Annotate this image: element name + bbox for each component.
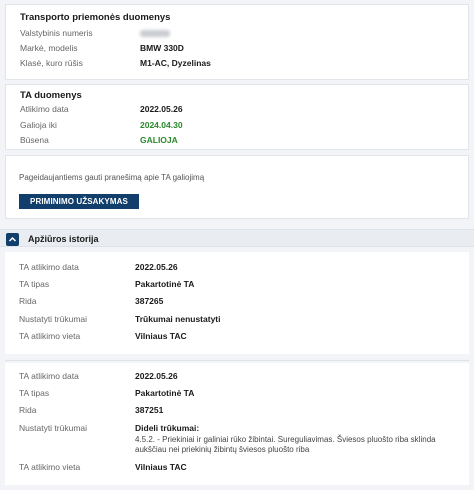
history-value: Vilniaus TAC [135, 462, 187, 472]
history-value: 387265 [135, 296, 164, 306]
divider [5, 360, 469, 361]
ta-panel-title: TA duomenys [20, 90, 82, 101]
ta-status-badge: GALIOJA [140, 135, 178, 145]
ta-valid-until-label: Galioja iki [20, 120, 57, 130]
ta-valid-until-row [20, 120, 458, 134]
history-row [19, 388, 459, 402]
chevron-up-icon [8, 235, 17, 244]
defect-description: 4.5.2. - Priekiniai ir galiniai rūko žibintai. Sureguliavimas. Šviesos pluošto riba sklinda aukščiau nei priekinių žibintų šviesos pluošto riba [135, 435, 436, 454]
history-label: TA atlikimo vieta [19, 462, 81, 472]
history-value: Pakartotinė TA [135, 388, 195, 398]
ta-date-label: Atlikimo data [20, 104, 69, 114]
reminder-text: Pageidaujantiems gauti pranešimą apie TA galiojimą [19, 173, 205, 182]
history-row [19, 331, 459, 345]
reminder-order-button[interactable]: PRIMINIMO UŽSAKYMAS [19, 194, 139, 209]
history-value: 2022.05.26 [135, 262, 178, 272]
ta-data-panel [5, 84, 469, 150]
history-row [19, 405, 459, 419]
history-entry [5, 363, 469, 485]
history-value: Trūkumai nenustatyti [135, 314, 221, 324]
history-value: 2022.05.26 [135, 371, 178, 381]
history-label: TA tipas [19, 388, 50, 398]
history-label: Rida [19, 405, 37, 415]
history-label: Nustatyti trūkumai [19, 423, 88, 433]
history-value: Dideli trūkumai: [135, 423, 200, 433]
ta-date-value: 2022.05.26 [140, 104, 183, 114]
vehicle-panel-title: Transporto priemonės duomenys [20, 12, 171, 23]
make-model-row [20, 43, 458, 57]
class-fuel-label: Klasė, kuro rūšis [20, 58, 83, 68]
make-model-value: BMW 330D [140, 43, 184, 53]
history-entry [5, 252, 469, 354]
history-label: TA atlikimo vieta [19, 331, 81, 341]
history-value: Pakartotinė TA [135, 279, 195, 289]
history-row [19, 262, 459, 276]
plate-row [20, 28, 458, 42]
class-fuel-value: M1-AC, Dyzelinas [140, 58, 211, 68]
reminder-panel [5, 155, 469, 219]
ta-status-label: Būsena [20, 135, 49, 145]
plate-redacted [140, 30, 170, 37]
history-row [19, 296, 459, 310]
plate-value [140, 28, 170, 39]
history-label: Nustatyti trūkumai [19, 314, 88, 324]
history-value: 387251 [135, 405, 164, 415]
ta-status-row [20, 135, 458, 149]
collapse-toggle[interactable] [6, 233, 19, 246]
vehicle-data-panel [5, 4, 469, 80]
history-row [19, 462, 459, 476]
history-row [19, 371, 459, 385]
history-label: TA atlikimo data [19, 371, 79, 381]
history-section-header[interactable] [0, 229, 474, 247]
class-fuel-row [20, 58, 458, 72]
history-row [19, 279, 459, 293]
history-label: TA atlikimo data [19, 262, 79, 272]
history-label: Rida [19, 296, 37, 306]
history-row [19, 314, 459, 328]
ta-valid-until-value: 2024.04.30 [140, 120, 183, 130]
plate-label: Valstybinis numeris [20, 28, 93, 38]
history-label: TA tipas [19, 279, 50, 289]
history-title: Apžiūros istorija [28, 234, 99, 244]
history-value: Vilniaus TAC [135, 331, 187, 341]
ta-date-row [20, 104, 458, 118]
make-model-label: Markė, modelis [20, 43, 78, 53]
